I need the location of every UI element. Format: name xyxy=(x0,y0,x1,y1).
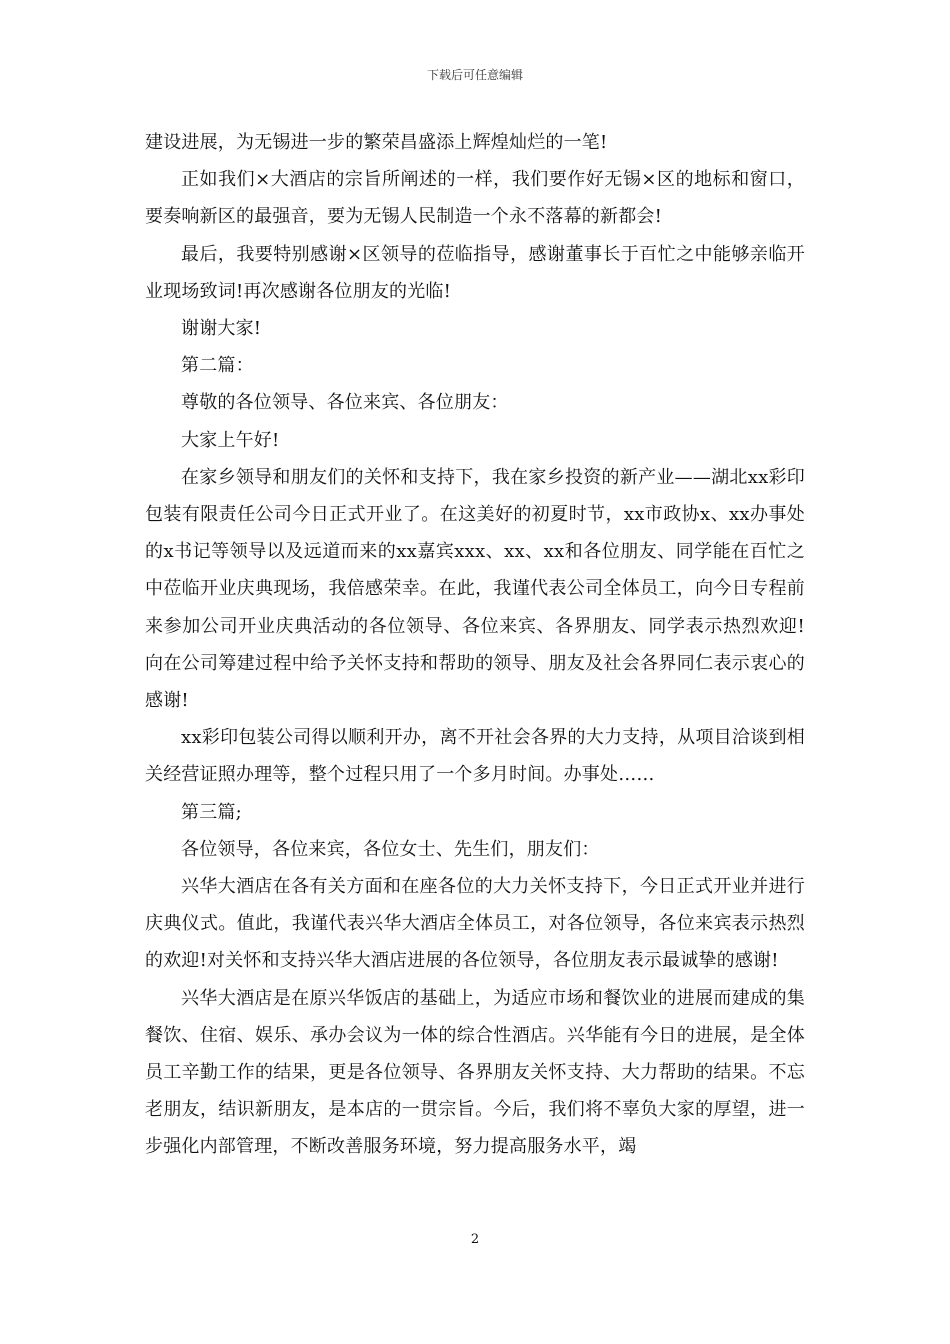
section-heading: 第二篇： xyxy=(181,355,254,377)
paragraph: 建设进展，为无锡进一步的繁荣昌盛添上辉煌灿烂的一笔! xyxy=(145,132,608,153)
paragraph: 在家乡领导和朋友们的关怀和支持下，我在家乡投资的新产业——湖北xx彩印包装有限责任公司今日正式开业了。在这美好的初夏时节，xx市政协x、xx办事处的x书记等领导以及远道而来的xx嘉宾xxx、xx、xx和各位朋友、同学能在百忙之中莅临开业庆典现场，我倍感荣幸。在此，我谨代表公司全体员工，向今日专程前来参加公司开业庆典活动的各位领导、各位来宾、各界朋友、同学表示热烈欢迎!向在公司筹建过程中给予关怀支持和帮助的领导、朋友及社会各界同仁表示衷心的感谢! xyxy=(145,466,805,712)
paragraph: 兴华大酒店在各有关方面和在座各位的大力关怀支持下，今日正式开业并进行庆典仪式。值此，我谨代表兴华大酒店全体员工，对各位领导，各位来宾表示热烈的欢迎!对关怀和支持兴华大酒店进展的各位领导，各位朋友表示最诚挚的感谢! xyxy=(145,876,805,972)
page-number: 2 xyxy=(470,1232,480,1247)
salutation: 各位领导，各位来宾，各位女士、先生们，朋友们： xyxy=(181,838,600,860)
paragraph: 最后，我要特别感谢×区领导的莅临指导，感谢董事长于百忙之中能够亲临开业现场致词!再次感谢各位朋友的光临! xyxy=(145,243,805,302)
page-header: 下载后可任意编辑 xyxy=(426,68,523,82)
document-body xyxy=(145,124,805,1166)
paragraph: 正如我们×大酒店的宗旨所阐述的一样，我们要作好无锡×区的地标和窗口，要奏响新区的最强音，要为无锡人民制造一个永不落幕的新都会! xyxy=(145,169,805,228)
section-heading: 第三篇; xyxy=(181,801,242,823)
greeting: 大家上午好! xyxy=(181,429,280,451)
paragraph: 兴华大酒店是在原兴华饭店的基础上，为适应市场和餐饮业的进展而建成的集餐饮、住宿、娱乐、承办会议为一体的综合性酒店。兴华能有今日的进展，是全体员工辛勤工作的结果，更是各位领导、各界朋友关怀支持、大力帮助的结果。不忘老朋友，结识新朋友，是本店的一贯宗旨。今后，我们将不辜负大家的厚望，进一步强化内部管理，不断改善服务环境，努力提高服务水平，竭 xyxy=(145,987,805,1158)
paragraph: 谢谢大家! xyxy=(181,318,262,340)
salutation: 尊敬的各位领导、各位来宾、各位朋友： xyxy=(181,392,509,414)
paragraph: xx彩印包装公司得以顺利开办，离不开社会各界的大力支持，从项目洽谈到相关经营证照办理等，整个过程只用了一个多月时间。办事处…… xyxy=(145,727,805,786)
